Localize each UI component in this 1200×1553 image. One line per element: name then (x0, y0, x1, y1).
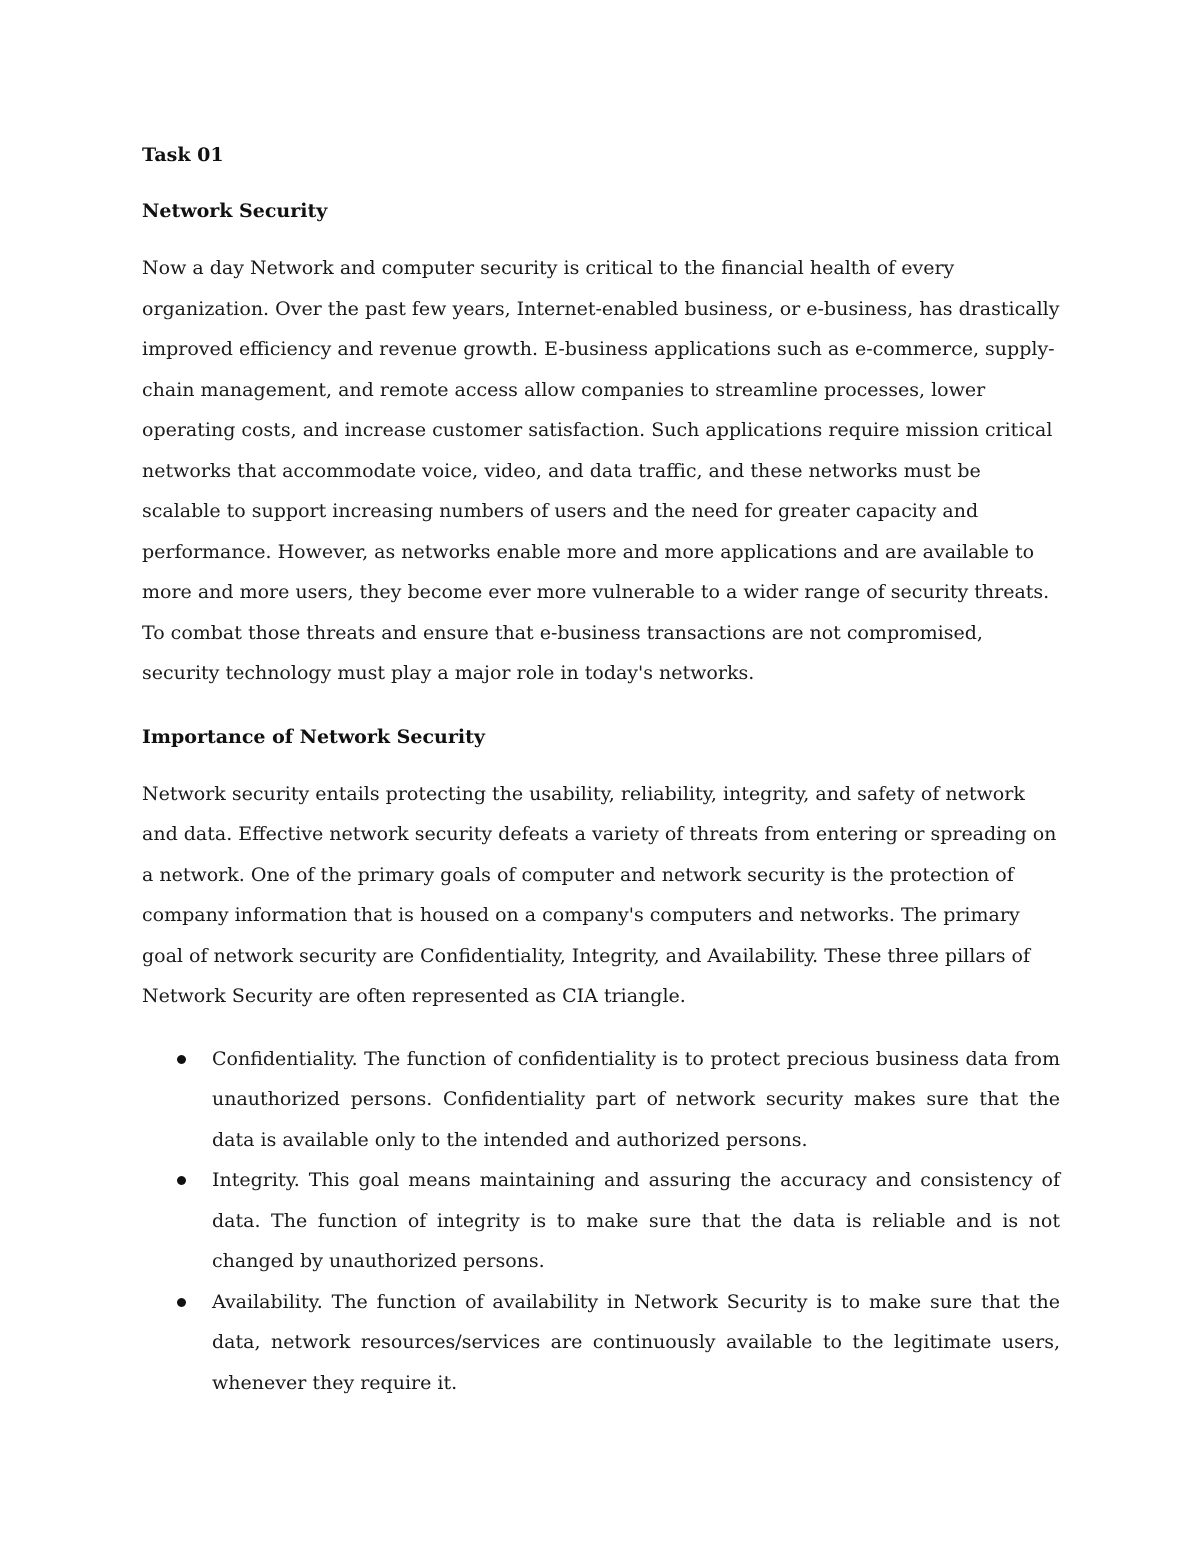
section-heading-network-security: Network Security (142, 200, 328, 222)
bullet-text: Confidentiality. The function of confidentiality is to protect precious business data from unauthorized persons. Confidentiality part of network security makes sure that the data is available only to the intended and authorized persons. (212, 1047, 1060, 1151)
bullet-confidentiality (142, 1039, 1060, 1161)
task-title: Task 01 (142, 144, 224, 166)
section-heading-importance: Importance of Network Security (142, 725, 485, 748)
document-page (142, 142, 1060, 1403)
bullet-dot-icon (177, 1176, 186, 1185)
bullet-text: Availability. The function of availability in Network Security is to make sure that the data, network resources/services are continuously available to the legitimate users, whenever they require it. (212, 1290, 1060, 1394)
cia-bullet-list (142, 1039, 1060, 1404)
bullet-integrity (142, 1160, 1060, 1282)
network-security-paragraph: Now a day Network and computer security is critical to the financial health of every organization. Over the past few years, Internet-enabled business, or e-business, has drastically improved efficiency and revenue growth. E-business applications such as e-commerce, supply-chain management, and remote access allow companies to streamline processes, lower operating costs, and increase customer satisfaction. Such applications require mission critical networks that accommodate voice, video, and data traffic, and these networks must be scalable to support increasing numbers of users and the need for greater capacity and performance. However, as networks enable more and more applications and are available to more and more users, they become ever more vulnerable to a wider range of security threats. To combat those threats and ensure that e-business transactions are not compromised, security technology must play a major role in today's networks. (142, 257, 1060, 684)
bullet-text: Integrity. This goal means maintaining and assuring the accuracy and consistency of data. The function of integrity is to make sure that the data is reliable and is not changed by unauthorized persons. (212, 1169, 1060, 1272)
bullet-availability (142, 1282, 1060, 1404)
bullet-dot-icon (177, 1298, 186, 1307)
bullet-dot-icon (177, 1055, 186, 1064)
importance-paragraph: Network security entails protecting the usability, reliability, integrity, and safety of network and data. Effective network security defeats a variety of threats from entering or spreading on a network. One of the primary goals of computer and network security is the protection of company information that is housed on a company's computers and networks. The primary goal of network security are Confidentiality, Integrity, and Availability. These three pillars of Network Security are often represented as CIA triangle. (142, 782, 1057, 1007)
